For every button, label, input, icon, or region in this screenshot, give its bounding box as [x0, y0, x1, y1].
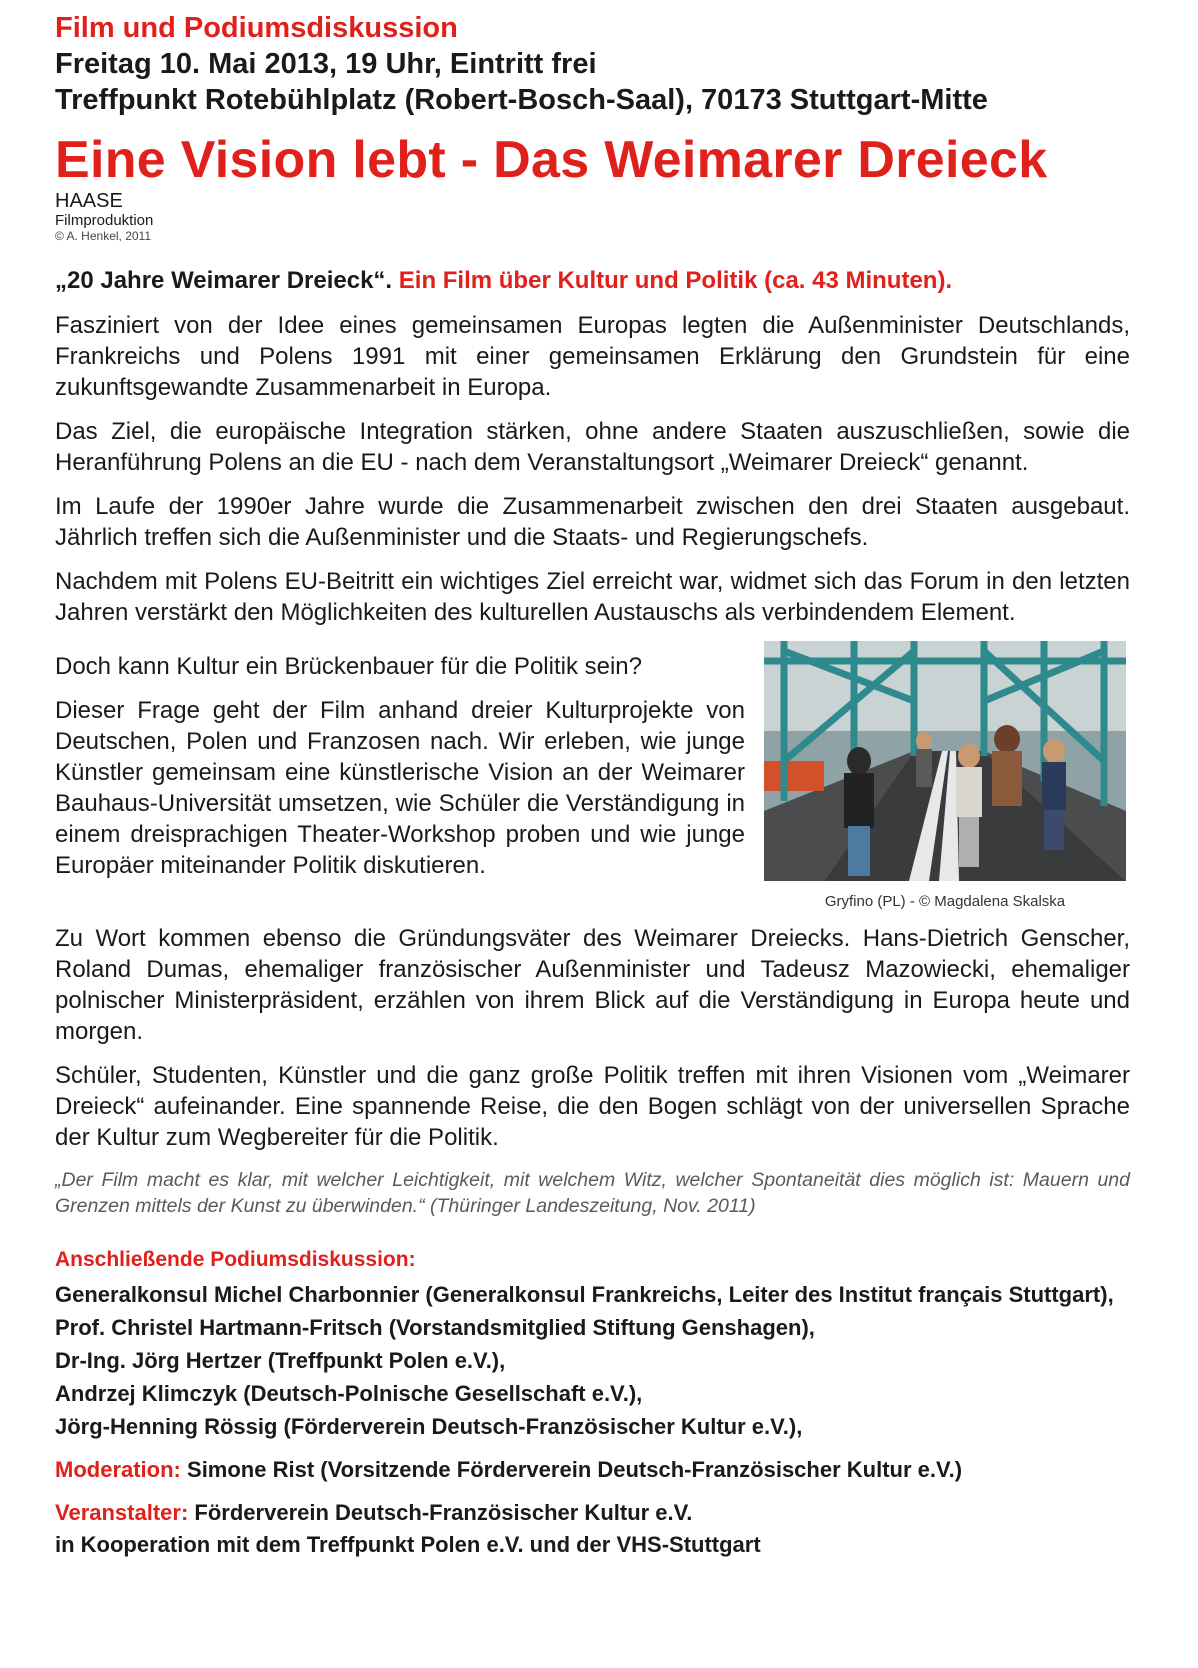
- credit-filmproduktion: Filmproduktion: [55, 212, 154, 229]
- photo-column: [764, 641, 1130, 910]
- event-location-line: Treffpunkt Rotebühlplatz (Robert-Bosch-Saal), 70173 Stuttgart-Mitte: [55, 84, 988, 116]
- event-date-line: Freitag 10. Mai 2013, 19 Uhr, Eintritt frei: [55, 48, 597, 80]
- credit-haase: HAASE: [55, 190, 123, 212]
- subtitle-red: Ein Film über Kultur und Politik (ca. 43 Minuten).: [398, 267, 953, 294]
- bridge-photo-illustration: [764, 641, 1126, 881]
- film-subtitle: [55, 266, 1130, 296]
- photo-caption: Gryfino (PL) - © Magdalena Skalska: [824, 893, 1066, 910]
- moderation-line: [55, 1455, 1130, 1485]
- event-type-heading: Film und Podiumsdiskussion: [55, 12, 458, 44]
- organizer-label: Veranstalter:: [55, 1500, 189, 1525]
- press-quote: „Der Film macht es klar, mit welcher Leichtigkeit, mit welchem Witz, welcher Spontaneität dies möglich ist: Mauern und Grenzen mittels der Kunst zu überwinden.“ (Thüringer Landeszeitung, Nov. 2011): [55, 1169, 1130, 1217]
- projects-paragraph: Dieser Frage geht der Film anhand dreier Kulturprojekte von Deutschen, Polen und Franzosen nach. Wir erleben, wie junge Künstler gemeinsam eine künstlerische Vision an der Weimarer Bauhaus-Universität umsetzen, wie Schüler die Verständigung in einem dreisprachigen Theater-Workshop proben und wie junge Europäer miteinander Politik diskutieren.: [55, 697, 745, 879]
- organizer-cooperation: in Kooperation mit dem Treffpunkt Polen e.V. und der VHS-Stuttgart: [55, 1532, 761, 1557]
- paragraph-1: Fasziniert von der Idee eines gemeinsamen Europas legten die Außenminister Deutschlands, Frankreichs und Polens 1991 mit einer gemeinsamen Erklärung den Grundstein für eine zukunftsgewandte Zusammenarbeit in Europa.: [55, 312, 1130, 401]
- paragraph-founders: Zu Wort kommen ebenso die Gründungsväter des Weimarer Dreiecks. Hans-Dietrich Genscher, Roland Dumas, ehemaliger französischer Außenminister und Tadeusz Mazowiecki, ehemaliger polnischer Ministerpräsident, erzählen von ihrem Blick auf die Verständigung in Europa heute und morgen.: [55, 925, 1130, 1045]
- paragraph-3: Im Laufe der 1990er Jahre wurde die Zusammenarbeit zwischen den drei Staaten ausgebaut. Jährlich treffen sich die Außenminister und die Staats- und Regierungschefs.: [55, 493, 1130, 551]
- moderation-label: Moderation:: [55, 1457, 181, 1482]
- paragraph-2: Das Ziel, die europäische Integration stärken, ohne andere Staaten auszuschließen, sowie die Heranführung Polens an die EU - nach dem Veranstaltungsort „Weimarer Dreieck“ genannt.: [55, 418, 1130, 476]
- flyer-page: [55, 10, 1130, 1561]
- panel-members: [55, 1278, 1130, 1443]
- panel-member: Andrzej Klimczyk (Deutsch-Polnische Gesellschaft e.V.),: [55, 1381, 643, 1406]
- split-text-column: [55, 641, 745, 910]
- question-paragraph: Doch kann Kultur ein Brückenbauer für die Politik sein?: [55, 653, 642, 680]
- film-title: Eine Vision lebt - Das Weimarer Dreieck: [55, 131, 1048, 189]
- panel-member: Jörg-Henning Rössig (Förderverein Deutsch-Französischer Kultur e.V.),: [55, 1414, 803, 1439]
- bridge-photo: [764, 641, 1126, 881]
- credit-copyright: © A. Henkel, 2011: [55, 229, 152, 243]
- panel-member: Dr-Ing. Jörg Hertzer (Treffpunkt Polen e.V.),: [55, 1348, 506, 1373]
- panel-member: Generalkonsul Michel Charbonnier (Generalkonsul Frankreichs, Leiter des Institut français Stuttgart),: [55, 1282, 1114, 1307]
- text-with-photo: [55, 641, 1130, 910]
- subtitle-black: „20 Jahre Weimarer Dreieck“.: [55, 267, 393, 294]
- film-credits: [55, 190, 1130, 244]
- organizer-block: [55, 1497, 1130, 1561]
- paragraph-journey: Schüler, Studenten, Künstler und die ganz große Politik treffen mit ihren Visionen vom „Weimarer Dreieck“ aufeinander. Eine spannende Reise, die den Bogen schlägt von der universellen Sprache der Kultur zum Wegbereiter für die Politik.: [55, 1062, 1130, 1151]
- moderation-value: Simone Rist (Vorsitzende Förderverein Deutsch-Französischer Kultur e.V.): [187, 1457, 963, 1482]
- panel-heading: Anschließende Podiumsdiskussion:: [55, 1248, 416, 1271]
- organizer-value: Förderverein Deutsch-Französischer Kultur e.V.: [194, 1500, 693, 1525]
- panel-member: Prof. Christel Hartmann-Fritsch (Vorstandsmitglied Stiftung Genshagen),: [55, 1315, 815, 1340]
- paragraph-4: Nachdem mit Polens EU-Beitritt ein wichtiges Ziel erreicht war, widmet sich das Forum in den letzten Jahren verstärkt den Möglichkeiten des kulturellen Austauschs als verbindendem Element.: [55, 568, 1130, 626]
